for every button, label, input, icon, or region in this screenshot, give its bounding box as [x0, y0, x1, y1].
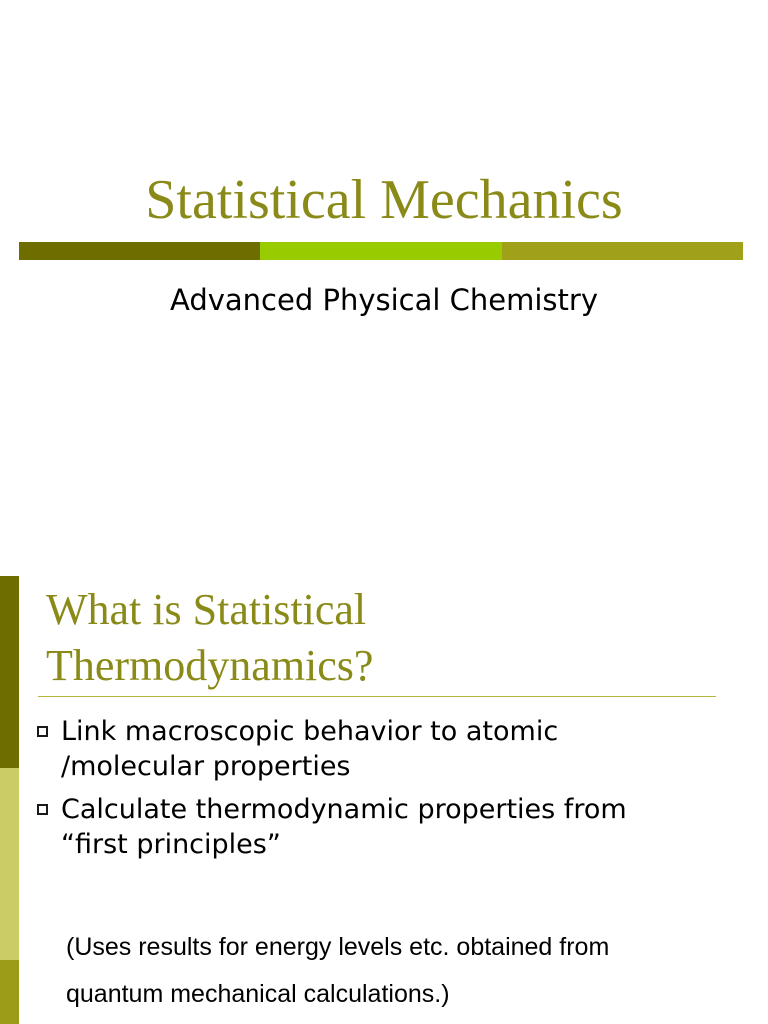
slide-heading-line-1: What is Statistical	[46, 585, 367, 634]
bullet-item	[37, 792, 747, 862]
side-accent-bar	[0, 576, 19, 1024]
slide-title: Statistical Mechanics	[145, 169, 623, 231]
accent-bar-lime-segment	[260, 242, 501, 260]
bullet-text-line-2: “first principles”	[61, 829, 281, 860]
accent-bar-olive-segment	[502, 242, 743, 260]
slide-heading-line-2: Thermodynamics?	[46, 641, 374, 690]
bullet-text-line-1: Link macroscopic behavior to atomic	[61, 716, 559, 747]
side-bar-bottom-segment	[0, 960, 19, 1024]
square-bullet-icon	[37, 726, 48, 737]
footnote-line-2: quantum mechanical calculations.)	[66, 980, 450, 1008]
slide-subtitle: Advanced Physical Chemistry	[170, 283, 598, 317]
title-accent-bar	[19, 242, 743, 260]
footnote-text	[66, 924, 746, 1018]
bullet-text-line-2: /molecular properties	[61, 751, 351, 782]
slide-heading	[46, 582, 726, 694]
bullet-item	[37, 714, 747, 784]
bullet-text-line-1: Calculate thermodynamic properties from	[61, 794, 627, 825]
side-bar-dark-segment	[0, 576, 19, 768]
square-bullet-icon	[37, 804, 48, 815]
footnote-line-1: (Uses results for energy levels etc. obtained from	[66, 933, 610, 961]
side-bar-light-segment	[0, 768, 19, 960]
bullet-text	[61, 714, 741, 784]
content-slide	[0, 576, 768, 1024]
bullet-text	[61, 792, 741, 862]
accent-bar-dark-segment	[19, 242, 260, 260]
heading-underline	[38, 696, 716, 697]
